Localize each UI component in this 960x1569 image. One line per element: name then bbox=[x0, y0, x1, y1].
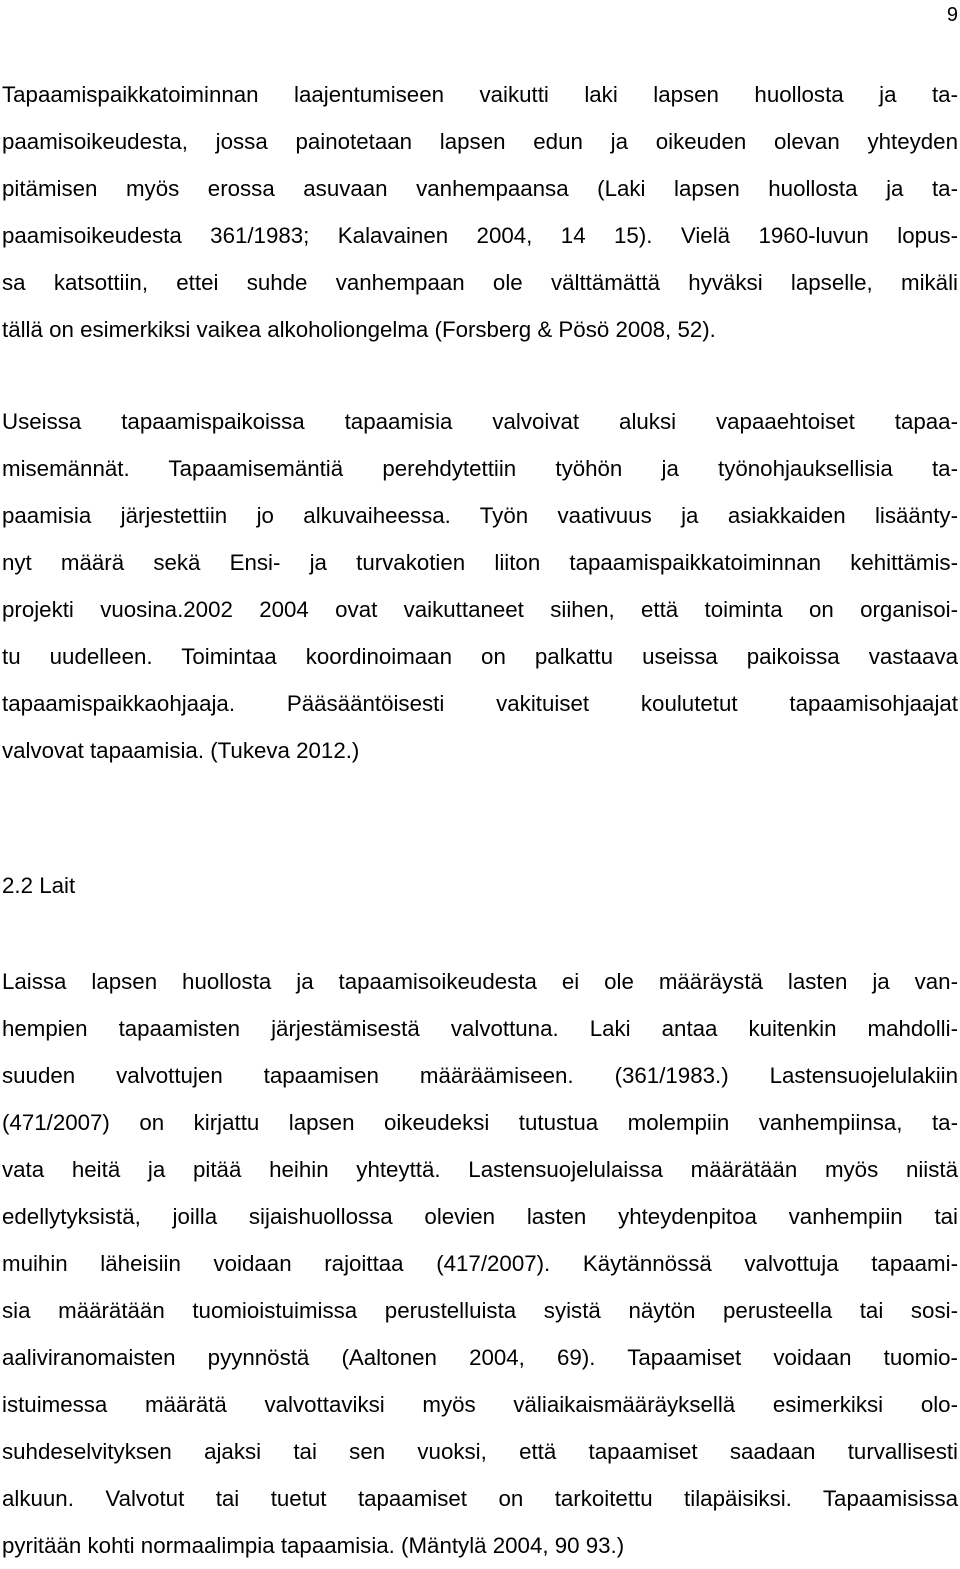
text-line: tu uudelleen. Toimintaa koordinoimaan on palkattu useissa paikoissa vastaava bbox=[2, 644, 958, 669]
paragraph-2 bbox=[2, 398, 958, 774]
text-line: suuden valvottujen tapaamisen määräämiseen. (361/1983.) Lastensuojelulakiin bbox=[2, 1063, 958, 1088]
text-line: tapaamispaikkaohjaaja. Pääsääntöisesti vakituiset koulutetut tapaamisohjaajat bbox=[2, 691, 958, 716]
text-line: pitämisen myös erossa asuvaan vanhempaansa (Laki lapsen huollosta ja ta- bbox=[2, 176, 958, 201]
text-line: pyritään kohti normaalimpia tapaamisia. (Mäntylä 2004, 90 93.) bbox=[2, 1533, 625, 1558]
text-line: Laissa lapsen huollosta ja tapaamisoikeudesta ei ole määräystä lasten ja van- bbox=[2, 969, 958, 994]
text-line: misemännät. Tapaamisemäntiä perehdytettiin työhön ja työnohjauksellisia ta- bbox=[2, 456, 958, 481]
text-line: edellytyksistä, joilla sijaishuollossa olevien lasten yhteydenpitoa vanhempiin tai bbox=[2, 1204, 958, 1229]
text-line: paamisoikeudesta, jossa painotetaan lapsen edun ja oikeuden olevan yhteyden bbox=[2, 129, 958, 154]
text-line: projekti vuosina.2002 2004 ovat vaikuttaneet siihen, että toiminta on organisoi- bbox=[2, 597, 958, 622]
text-line: muihin läheisiin voidaan rajoittaa (417/2007). Käytännössä valvottuja tapaami- bbox=[2, 1251, 958, 1276]
text-line: Useissa tapaamispaikoissa tapaamisia valvoivat aluksi vapaaehtoiset tapaa- bbox=[2, 409, 958, 434]
text-line: aaliviranomaisten pyynnöstä (Aaltonen 2004, 69). Tapaamiset voidaan tuomio- bbox=[2, 1345, 958, 1370]
text-line: vata heitä ja pitää heihin yhteyttä. Lastensuojelulaissa määrätään myös niistä bbox=[2, 1157, 958, 1182]
text-line: tällä on esimerkiksi vaikea alkoholiongelma (Forsberg & Pösö 2008, 52). bbox=[2, 317, 716, 342]
text-line: sa katsottiin, ettei suhde vanhempaan ole välttämättä hyväksi lapselle, mikäli bbox=[2, 270, 958, 295]
text-line: paamisia järjestettiin jo alkuvaiheessa. Työn vaativuus ja asiakkaiden lisäänty- bbox=[2, 503, 958, 528]
text-line: paamisoikeudesta 361/1983; Kalavainen 2004, 14 15). Vielä 1960-luvun lopus- bbox=[2, 223, 958, 248]
text-line: istuimessa määrätä valvottaviksi myös väliaikaismääräyksellä esimerkiksi olo- bbox=[2, 1392, 958, 1417]
page-number: 9 bbox=[946, 4, 958, 26]
text-line: Tapaamispaikkatoiminnan laajentumiseen vaikutti laki lapsen huollosta ja ta- bbox=[2, 82, 958, 107]
text-line: alkuun. Valvotut tai tuetut tapaamiset on tarkoitettu tilapäisiksi. Tapaamisissa bbox=[2, 1486, 958, 1511]
paragraph-3 bbox=[2, 958, 958, 1569]
paragraph-1 bbox=[2, 71, 958, 353]
text-line: hempien tapaamisten järjestämisestä valvottuna. Laki antaa kuitenkin mahdolli- bbox=[2, 1016, 958, 1041]
text-line: sia määrätään tuomioistuimissa perustelluista syistä näytön perusteella tai sosi- bbox=[2, 1298, 958, 1323]
section-heading: 2.2 Lait bbox=[2, 873, 76, 898]
text-line: suhdeselvityksen ajaksi tai sen vuoksi, että tapaamiset saadaan turvallisesti bbox=[2, 1439, 958, 1464]
text-line: (471/2007) on kirjattu lapsen oikeudeksi tutustua molempiin vanhempiinsa, ta- bbox=[2, 1110, 958, 1135]
text-line: valvovat tapaamisia. (Tukeva 2012.) bbox=[2, 738, 360, 763]
text-line: nyt määrä sekä Ensi- ja turvakotien liiton tapaamispaikkatoiminnan kehittämis- bbox=[2, 550, 958, 575]
